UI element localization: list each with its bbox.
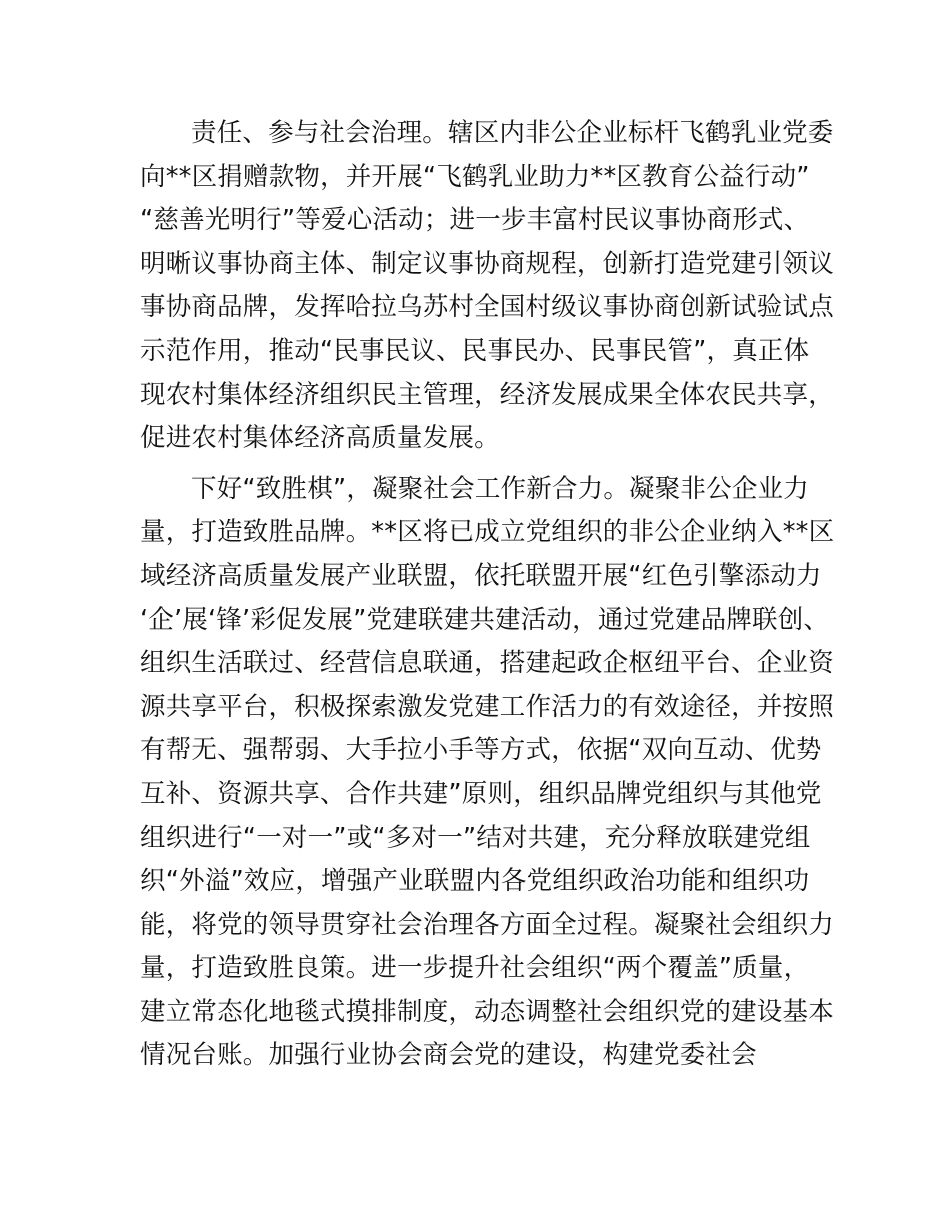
text-line: 向**区捐赠款物，并开展“飞鹤乳业助力**区教育公益行动” (140, 161, 810, 192)
text-line: 组织生活联过、经营信息联通，搭建起政企枢纽平台、企业资 (140, 648, 834, 679)
text-line: 域经济高质量发展产业联盟，依托联盟开展“红色引擎添动力 (140, 560, 822, 591)
text-line: 源共享平台，积极探索激发党建工作活力的有效途径，并按照 (140, 691, 834, 722)
text-line: 情况台账。加强行业协会商会党的建设，构建党委社会 (140, 1040, 757, 1071)
text-line: “慈善光明行”等爱心活动；进一步丰富村民议事协商形式、 (140, 205, 810, 236)
text-line: 互补、资源共享、合作共建”原则，组织品牌党组织与其他党 (140, 778, 822, 809)
text-line: 有帮无、强帮弱、大手拉小手等方式，依据“双向互动、优势 (140, 735, 822, 766)
text-line: ‘企’展‘锋’彩促发展”党建联建共建活动，通过党建品牌联创、 (140, 604, 830, 635)
text-line: 量，打造致胜良策。进一步提升社会组织“两个覆盖”质量， (140, 953, 810, 984)
text-line: 下好“致胜棋”，凝聚社会工作新合力。凝聚非公企业力 (191, 473, 809, 504)
text-line: 织“外溢”效应，增强产业联盟内各党组织政治功能和组织功 (140, 866, 810, 897)
text-line: 建立常态化地毯式摸排制度，动态调整社会组织党的建设基本 (140, 996, 834, 1027)
document-body (140, 112, 835, 1078)
text-line: 促进农村集体经济高质量发展。 (140, 423, 500, 454)
text-line: 能，将党的领导贯穿社会治理各方面全过程。凝聚社会组织力 (140, 909, 834, 940)
text-line: 组织进行“一对一”或“多对一”结对共建，充分释放联建党组 (140, 822, 811, 853)
paragraph-2 (140, 468, 835, 1078)
text-line: 量，打造致胜品牌。**区将已成立党组织的非公企业纳入**区 (140, 517, 835, 548)
text-line: 明晰议事协商主体、制定议事协商规程，创新打造党建引领议 (140, 248, 834, 279)
paragraph-1 (140, 112, 834, 461)
text-line: 示范作用，推动“民事民议、民事民办、民事民管”，真正体 (140, 335, 810, 366)
text-line: 责任、参与社会治理。辖区内非公企业标杆飞鹤乳业党委 (191, 118, 834, 148)
text-line: 事协商品牌，发挥哈拉乌苏村全国村级议事协商创新试验试点 (140, 292, 834, 323)
text-line: 现农村集体经济组织民主管理，经济发展成果全体农民共享， (140, 379, 834, 410)
